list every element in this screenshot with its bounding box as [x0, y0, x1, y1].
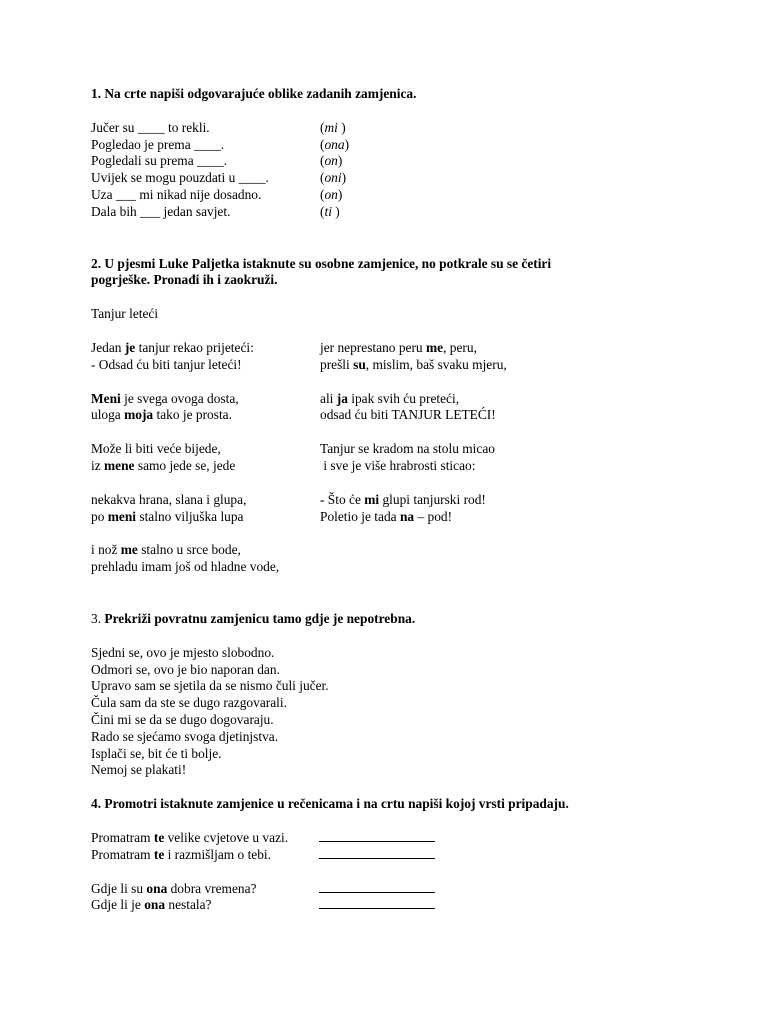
poem-line: nekakva hrana, slana i glupa, - Što će mi glupi tanjurski rod! [91, 491, 486, 507]
exercise-4-row: Promatram te velike cvjetove u vazi. [91, 830, 691, 847]
exercise-3-line: Čula sam da ste se dugo razgovarali. [91, 695, 287, 711]
exercise-1-hint: (ti ) [320, 203, 340, 219]
exercise-3-line: Čini mi se da se dugo dogovaraju. [91, 711, 274, 727]
exercise-4-group [91, 881, 691, 915]
exercise-1-hint: (oni) [320, 170, 347, 186]
exercise-2-title: 2. U pjesmi Luke Paljetka istaknute su osobne zamjenice, no potkrale su se četiri pogrješke. Pronađi ih i zaokruži. [91, 255, 552, 288]
exercise-1-row [91, 204, 691, 221]
exercise-3-line: Rado se sjećamo svoga djetinjstva. [91, 728, 279, 744]
exercise-1-hint: (on) [320, 186, 343, 202]
exercise-4-row: Promatram te i razmišljam o tebi. [91, 847, 691, 864]
poem-line: po meni stalno viljuška lupa Poletio je tada na – pod! [91, 508, 453, 524]
answer-line[interactable] [319, 847, 435, 859]
exercise-1-rows [91, 120, 691, 221]
exercise-1-hint: (mi ) [320, 119, 346, 135]
exercise-1-row [91, 153, 691, 170]
poem-line: iz mene samo jede se, jede i sve je više hrabrosti sticao: [91, 457, 476, 473]
poem-line: - Odsad ću biti tanjur leteći! prešli su, mislim, baš svaku mjeru, [91, 356, 507, 372]
exercise-3-title: 3. Prekriži povratnu zamjenicu tamo gdje je nepotrebna. [91, 610, 416, 626]
exercise-1-row [91, 120, 691, 137]
exercise-1-title: 1. Na crte napiši odgovarajuće oblike zadanih zamjenica. [91, 86, 417, 101]
poem-line: Može li biti veće bijede, Tanjur se kradom na stolu micao [91, 441, 495, 457]
exercise-3-lines [91, 645, 691, 779]
exercise-4-title: 4. Promotri istaknute zamjenice u rečenicama i na crtu napiši kojoj vrsti pripadaju. [91, 796, 569, 812]
answer-line[interactable] [319, 830, 435, 842]
poem-line: i nož me stalno u srce bode, [91, 542, 241, 558]
exercise-1-sentence: Uza ___ mi nikad nije dosadno. [91, 186, 262, 202]
exercise-1-sentence: Uvijek se mogu pouzdati u ____. [91, 170, 269, 186]
worksheet [91, 86, 691, 914]
exercise-3-line: Odmori se, ovo je bio naporan dan. [91, 661, 280, 677]
poem-line: Jedan je tanjur rekao prijeteći: jer neprestano peru me, peru, [91, 339, 477, 355]
exercise-1-row [91, 137, 691, 154]
exercise-1-sentence: Jučer su ____ to rekli. [91, 119, 210, 135]
poem-title: Tanjur leteći [91, 306, 159, 322]
exercise-4-row: Gdje li su ona dobra vremena? [91, 881, 691, 898]
exercise-4-group [91, 830, 691, 864]
poem-line: uloga moja tako je prosta. odsad ću biti TANJUR LETEĆI! [91, 407, 496, 423]
exercise-1-hint: (ona) [320, 136, 350, 152]
exercise-3-line: Isplači se, bit će ti bolje. [91, 745, 222, 761]
answer-line[interactable] [319, 881, 435, 893]
poem [91, 340, 691, 576]
exercise-1-sentence: Dala bih ___ jedan savjet. [91, 203, 231, 219]
exercise-1-sentence: Pogledali su prema ____. [91, 153, 228, 169]
exercise-1-row [91, 187, 691, 204]
answer-line[interactable] [319, 897, 435, 909]
exercise-3-line: Sjedni se, ovo je mjesto slobodno. [91, 644, 275, 660]
exercise-3-line: Nemoj se plakati! [91, 762, 187, 778]
exercise-1-sentence: Pogledao je prema ____. [91, 136, 225, 152]
exercise-4-row: Gdje li je ona nestala? [91, 897, 691, 914]
poem-line: prehladu imam još od hladne vode, [91, 559, 280, 575]
exercise-3-line: Upravo sam se sjetila da se nismo čuli jučer. [91, 678, 329, 694]
exercise-1-row [91, 170, 691, 187]
poem-line: Meni je svega ovoga dosta, ali ja ipak svih ću preteći, [91, 390, 460, 406]
exercise-1-hint: (on) [320, 153, 343, 169]
